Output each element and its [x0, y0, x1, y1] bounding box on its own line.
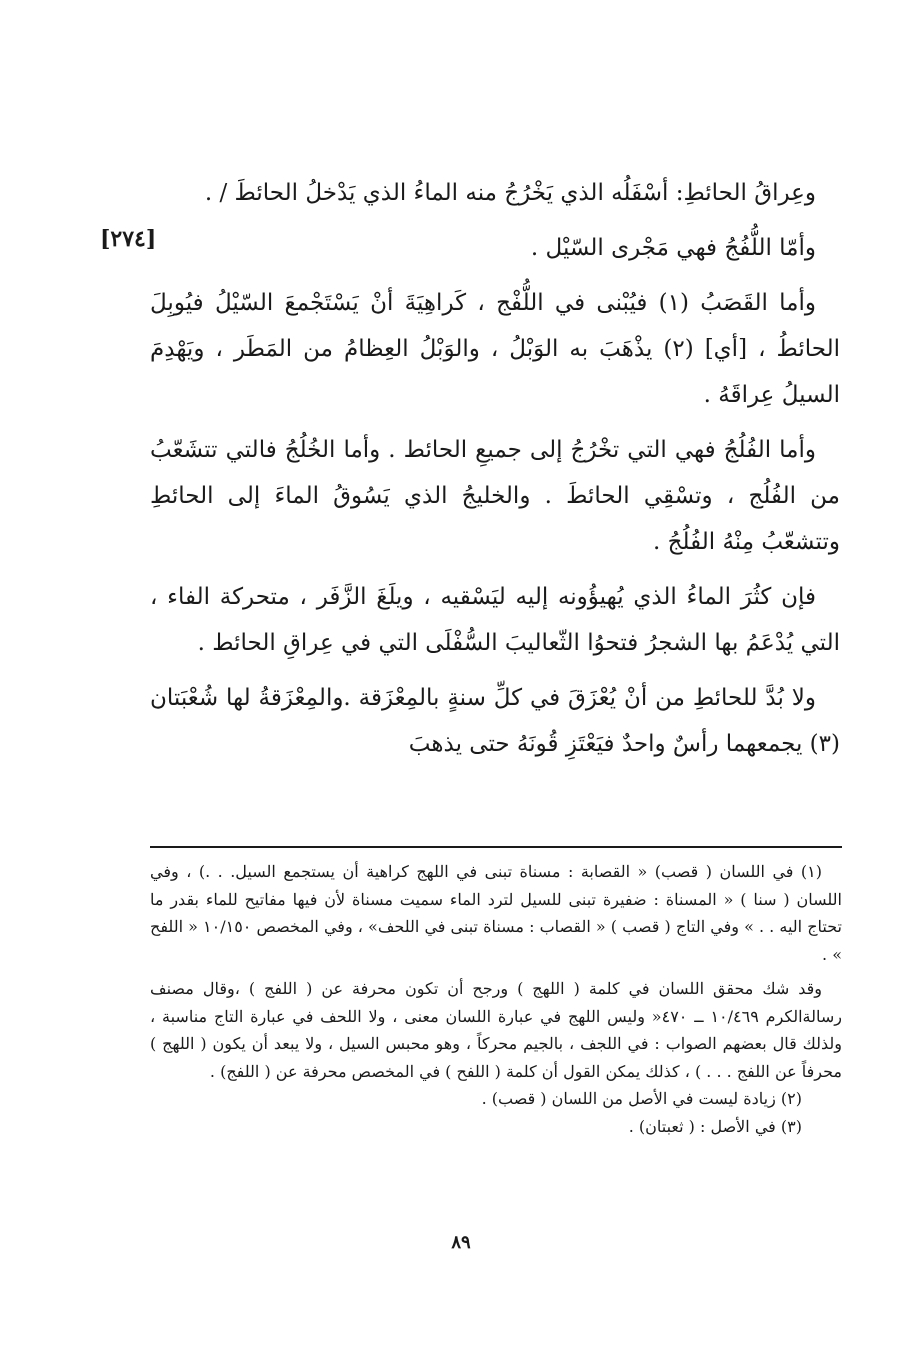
footnote-divider	[150, 846, 842, 848]
main-text	[150, 170, 840, 776]
paragraph: ولا بُدَّ للحائطِ من أنْ يُعْزَقَ في كلِّ سنةٍ بالمِعْزَقة .والمِعْزَقةُ لها شُعْبَتان (٣) يجمعهما رأسٌ واحدٌ فيَعْتَزِ قُونَهُ حتى يذهبَ	[150, 685, 840, 757]
paragraph: فإن كثُرَ الماءُ الذي يُهيؤُونه إليه ليَسْقيه ، ويلَغَ الزَّفَر ، متحركة الفاء ، التي يُدْعَمُ بها الشجرُ فتحوُا الثّعاليبَ السُّفْلَى التي في عِراقِ الحائط .	[150, 584, 840, 656]
paragraph: وأما القَصَبُ (١) فيُبْنى في اللُّفْج ، كَراهِيَةَ أنْ يَسْتَجْمعَ السّيْلُ فيُوبِلَ الحائطُ ، [أي] (٢) يذْهَبَ به الوَبْلُ ، والوَبْلُ العِظامُ من المَطَر ، ويَهْدِمَ السيلُ عِراقَهُ .	[150, 290, 840, 408]
footnote: وقد شك محقق اللسان في كلمة ( اللهج ) ورجح أن تكون محرفة عن ( اللفج ) ،وقال مصنف رسالةالكرم ١٠/٤٦٩ ــ ٤٧٠« وليس اللهج في عبارة اللسان معنى ، ولا اللحف في عبارة التاج مناسبة ، ولذلك قال بعضهم الصواب : في اللجف ، بالجيم محركاً ، وهو محبس السيل ، ولا يبعد أن يكون ( اللهج ) محرفاً عن اللفج . . . ) ، كذلك يمكن القول أن كلمة ( اللفح ) في المخصص محرفة عن ( اللفج) .	[150, 979, 843, 1081]
footnote: (١) في اللسان ( قصب) « القصابة : مسناة تبنى في اللهج كراهية أن يستجمع السيل. . .) ، وفي اللسان ( سنا ) « المسناة : ضفيرة تبنى للسيل لترد الماء سميت مسناة لأن فيها مفاتيح للماء بقدر ما تحتاج اليه . . » وفي التاج ( قصب ) « القصاب : مسناة تبنى في اللحف» ، وفي المخصص ١٠/١٥٠ « اللفح » .	[150, 862, 843, 964]
paragraph: وأما الفُلُجُ فهي التي تخْرُجُ إلى جميعِ الحائط . وأما الخُلُجُ فالتي تتشَعّبُ من الفُلُج ، وتسْقِي الحائطَ . والخليجُ الذي يَسُوقُ الماءَ إلى الحائطِ وتتشعّبُ مِنْهُ الفُلُجُ .	[150, 437, 840, 555]
footnote: (٣) في الأصل : ( ثعبتان) .	[628, 1116, 802, 1136]
margin-page-marker: [٢٧٤]	[100, 226, 157, 252]
paragraph: وعِراقُ الحائطِ: أسْفَلُه الذي يَخْرُجُ منه الماءُ الذي يَدْخلُ الحائطَ / .	[204, 180, 816, 206]
footnote: (٢) زيادة ليست في الأصل من اللسان ( قصب) .	[481, 1089, 802, 1108]
paragraph: وأمّا اللُّفُجُ فهي مَجْرى السّيْل .	[530, 235, 816, 261]
footnotes	[150, 858, 842, 1140]
page-number: ٨٩	[451, 1232, 471, 1253]
